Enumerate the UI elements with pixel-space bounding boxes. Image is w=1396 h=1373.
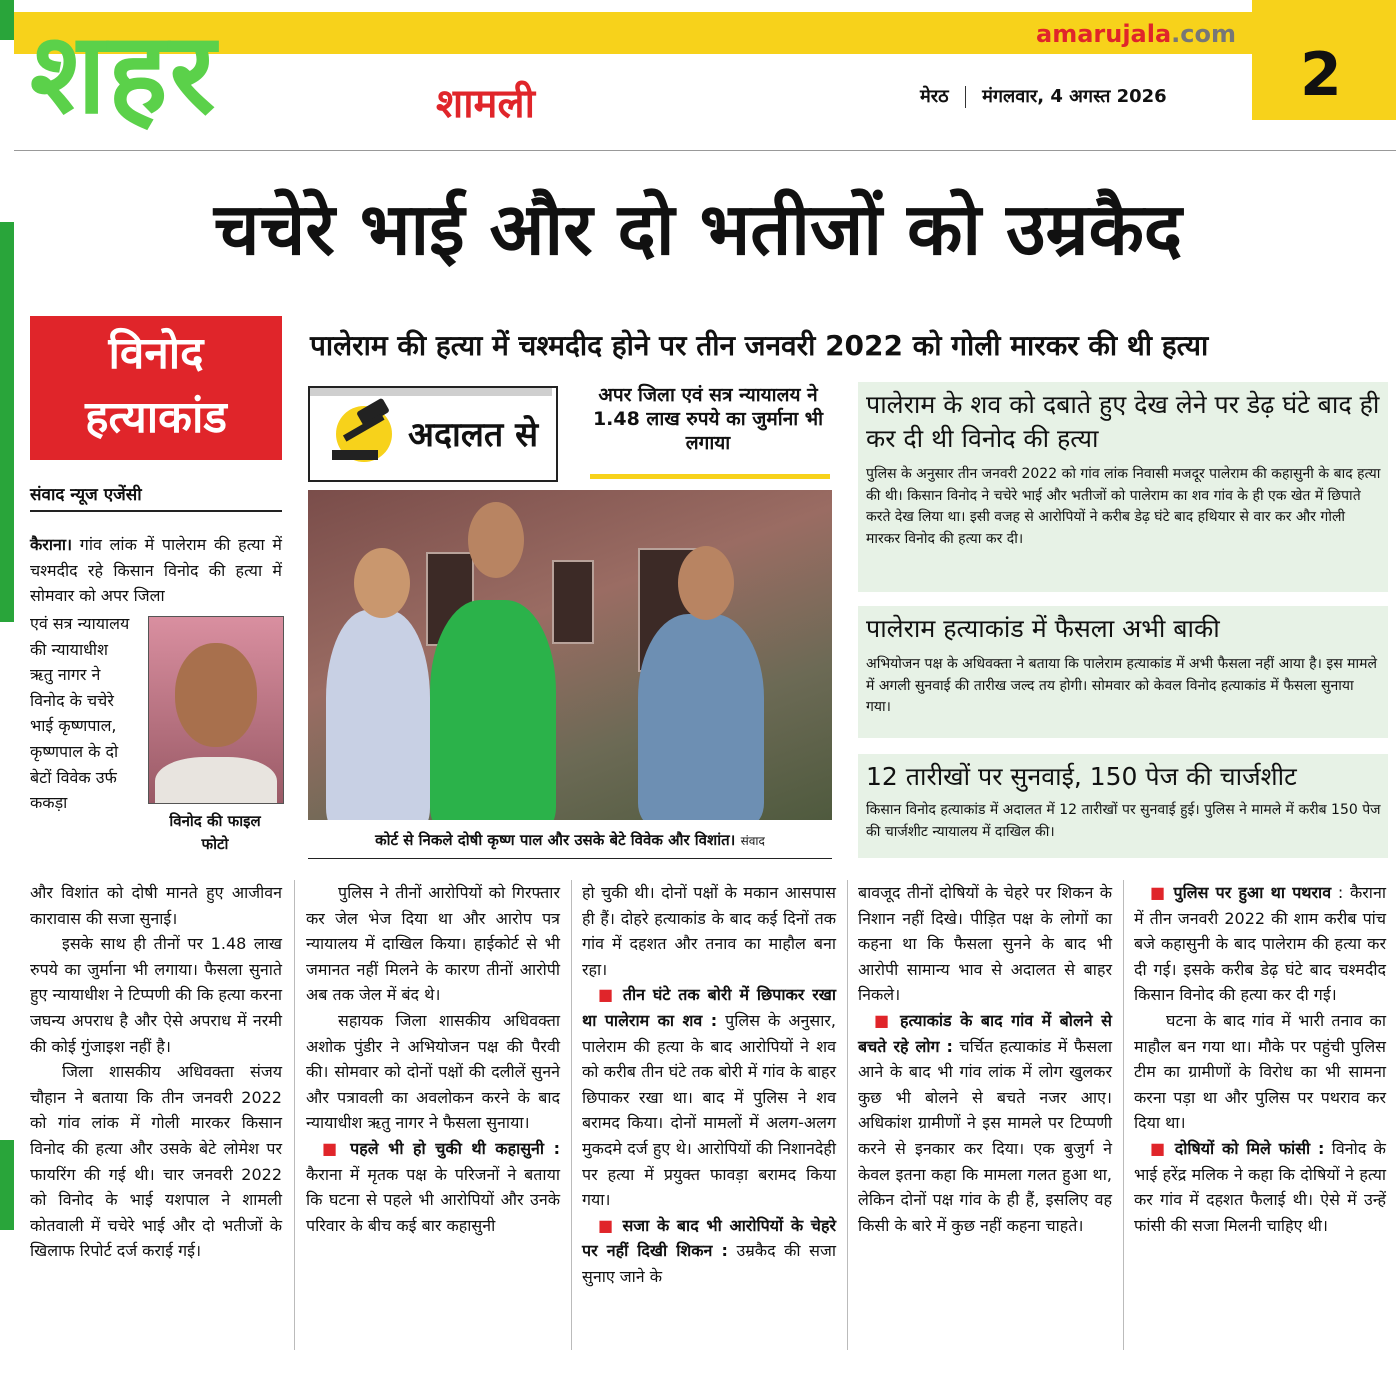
edge-strip	[0, 0, 14, 40]
column-rule	[294, 880, 295, 1350]
sidebox-hearings	[858, 754, 1388, 858]
paragraph: हो चुकी थी। दोनों पक्षों के मकान आसपास ही हैं। दोहरे हत्याकांड के बाद कई दिनों तक गांव में दहशत और तनाव का माहौल बना रहा।	[582, 883, 836, 979]
edge-strip	[0, 222, 14, 622]
paragraph-text: चर्चित हत्याकांड में फैसला आने के बाद भी गांव लांक में लोग खुलकर कुछ भी बोलने से बचते नजर आए। अधिकांश ग्रामीणों ने इस मामले पर टिप्पणी करने से इनकार कर दिया। एक बुजुर्ग ने केवल इतना कहा कि मामला गलत हुआ था, लेकिन दोनों पक्ष गांव के ही हैं, इसलिए वह किसी के बारे में कुछ नहीं कहना चाहते।	[858, 1036, 1112, 1235]
person-elder	[326, 610, 430, 820]
edge-strip	[0, 1140, 14, 1230]
sidebox-text: अभियोजन पक्ष के अधिवक्ता ने बताया कि पालेराम हत्याकांड में अभी फैसला नहीं आया है। इस मामले में अगली सुनवाई की तारीख जल्द तय होगी। सोमवार को केवल विनोद हत्याकांड में फैसला सुनाया गया।	[866, 656, 1377, 716]
page-number: 2	[1300, 40, 1342, 110]
paragraph	[306, 1136, 560, 1238]
col1-lead	[30, 532, 282, 609]
column-rule	[571, 880, 572, 1350]
bullet-square: ■	[874, 1010, 893, 1030]
photo-caption	[308, 830, 832, 850]
fine-highlight: अपर जिला एवं सत्र न्यायालय ने 1.48 लाख रुपये का जुर्माना भी लगाया	[592, 384, 824, 454]
col2-body	[306, 880, 560, 1238]
person-middle	[430, 600, 556, 820]
caption-text: कोर्ट से निकले दोषी कृष्ण पाल और उसके बेटे विवेक और विशांत।	[375, 831, 736, 849]
paragraph	[582, 982, 836, 1212]
subheadline: पालेराम की हत्या में चश्मदीद होने पर तीन जनवरी 2022 को गोली मारकर की थी हत्या	[310, 329, 1209, 362]
paragraph: जिला शासकीय अधिवक्ता संजय चौहान ने बताया कि तीन जनवरी 2022 को गांव लांक में गोली मारकर किसान विनोद की हत्या और उसके बेटे लोमेश पर फायरिंग की गई थी। चार जनवरी 2022 को विनोद के भाई यशपाल ने शामली कोतवाली में चचेरे भाई और दो भतीजों के खिलाफ रिपोर्ट दर्ज कराई गई।	[30, 1062, 282, 1261]
paragraph	[1134, 880, 1386, 1008]
sidebox-pending	[858, 606, 1388, 738]
sidebox-text: पुलिस के अनुसार तीन जनवरी 2022 को गांव लांक निवासी मजदूर पालेराम की कहासुनी के बाद हत्या की थी। किसान विनोद ने चचेरे भाई और भतीजों को पालेराम का शव गांव के ही एक खेत में छिपाते करते देख लिया था। इसी वजह से आरोपियों ने करीब डेढ़ घंटे बाद हथियार से वार कर और गोली मारकर विनोद की हत्या कर दी।	[866, 466, 1381, 548]
paragraph	[582, 1213, 836, 1290]
sidebox-text: किसान विनोद हत्याकांड में अदालत में 12 तारीखों पर सुनवाई हुई। पुलिस ने मामले में करीब 150 पेज की चार्जशीट न्यायालय में दाखिल की।	[866, 802, 1381, 840]
divider	[308, 858, 832, 859]
person-head	[678, 546, 734, 620]
sidebox-title: पालेराम के शव को दबाते हुए देख लेने पर डेढ़ घंटे बाद ही कर दी थी विनोद की हत्या	[866, 390, 1380, 453]
victim-photo	[148, 616, 284, 804]
gavel-icon	[324, 398, 414, 482]
photo-credit: संवाद	[740, 834, 765, 848]
site-name: amarujala	[1036, 20, 1172, 48]
paragraph-text: पुलिस के अनुसार, पालेराम की हत्या के बाद आरोपियों ने शव को करीब तीन घंटे तक बोरी में गांव के बाहर छिपाकर रखा था। बाद में पुलिस ने शव बरामद किया। दोनों मामलों में अलग-अलग मुकदमे दर्ज हुए थे। आरोपियों की निशानदेही पर हत्या में प्रयुक्त फावड़ा बरामद किया गया।	[582, 1010, 837, 1210]
paragraph: और विशांत को दोषी मानते हुए आजीवन कारावास की सजा सुनाई।	[30, 883, 282, 928]
bullet-square: ■	[322, 1138, 342, 1158]
bullet-square: ■	[598, 985, 616, 1005]
column-rule	[847, 880, 848, 1350]
dateline-bar	[920, 84, 1167, 108]
col1-body	[30, 880, 282, 1264]
bullet-square: ■	[1150, 883, 1167, 902]
col3-body	[582, 880, 836, 1290]
col4-body	[858, 880, 1112, 1238]
paragraph-text: उम्रकैद की सजा सुनाए जाने के	[582, 1241, 836, 1286]
person-head	[468, 502, 524, 578]
subheading: पहले भी हो चुकी थी कहासुनी :	[350, 1138, 560, 1158]
column-rule	[1123, 880, 1124, 1350]
highlight-underline	[590, 474, 830, 479]
lead-text: गांव लांक में पालेराम की हत्या में चश्मदीद रहे किसान विनोद की हत्या में सोमवार को अपर जिला	[30, 535, 282, 606]
site-tld: .com	[1171, 20, 1237, 48]
dateline: कैराना।	[30, 535, 73, 554]
person-right	[638, 614, 764, 820]
sidebox-title: 12 तारीखों पर सुनवाई, 150 पेज की चार्जशीट	[866, 762, 1297, 791]
inset-caption	[148, 810, 282, 855]
paragraph-text: विनोद के भाई हरेंद्र मलिक ने कहा कि दोषियों ने हत्या कर गांव में दहशत फैलाई थी। ऐसे में उन्हें फांसी की सजा मिलनी चाहिए थी।	[1134, 1138, 1386, 1235]
agency-credit: संवाद न्यूज एजेंसी	[30, 485, 142, 505]
subheading: पुलिस पर हुआ था पथराव	[1173, 883, 1332, 902]
face	[175, 643, 257, 747]
story-tag-line2: हत्याकांड	[85, 391, 227, 443]
logo-band	[310, 388, 552, 396]
paragraph-text: कैराना में मृतक पक्ष के परिजनों ने बताया कि घटना से पहले भी आरोपियों और उनके परिवार के बीच कई बार कहासुनी	[306, 1164, 560, 1235]
paragraph	[858, 1008, 1112, 1238]
story-tag-line1: विनोद	[108, 328, 204, 379]
shirt	[155, 757, 277, 804]
story-tag	[30, 316, 282, 460]
subheading: हत्याकांड के बाद गांव में बोलने से बचते रहे लोग :	[858, 1010, 1112, 1056]
paragraph-text: : कैराना में तीन जनवरी 2022 की शाम करीब पांच बजे कहासुनी के बाद पालेराम की हत्या कर दी गई। इसके करीब डेढ़ घंटे बाद चश्मदीद किसान विनोद की हत्या कर दी गई।	[1134, 883, 1386, 1005]
court-logo-text: अदालत से	[408, 415, 539, 455]
col5-body	[1134, 880, 1386, 1238]
window	[552, 560, 594, 644]
divider	[30, 510, 282, 512]
paragraph: इसके साथ ही तीनों पर 1.48 लाख रुपये का जुर्माना भी लगाया। फैसला सुनाते हुए न्यायाधीश ने टिप्पणी की कि हत्या करना जघन्य अपराध है और ऐसे अपराध में नरमी की कोई गुंजाइश नहीं है।	[30, 934, 282, 1056]
sidebox-witness	[858, 382, 1388, 592]
place: मेरठ	[920, 86, 949, 107]
subheading: दोषियों को मिले फांसी :	[1174, 1138, 1325, 1158]
court-logo	[308, 386, 558, 482]
sidebox-title: पालेराम हत्याकांड में फैसला अभी बाकी	[866, 614, 1220, 643]
bullet-square: ■	[598, 1215, 616, 1235]
paragraph: बावजूद तीनों दोषियों के चेहरे पर शिकन के निशान नहीं दिखे। पीड़ित पक्ष के लोगों का कहना था कि फैसला सुनने के बाद भी आरोपी सामान्य भाव से अदालत से बाहर निकले।	[858, 883, 1112, 1005]
bullet-square: ■	[1150, 1138, 1168, 1158]
subheading: सजा के बाद भी आरोपियों के चेहरे पर नहीं दिखी शिकन :	[582, 1215, 836, 1261]
inset-caption-line2: फोटो	[201, 834, 229, 853]
section-title: शहर	[30, 9, 218, 139]
issue-date: मंगलवार, 4 अगस्त 2026	[982, 86, 1167, 107]
subheading: तीन घंटे तक बोरी में छिपाकर रखा था पालेराम का शव :	[582, 985, 836, 1030]
inset-caption-line1: विनोद की फाइल	[169, 812, 261, 830]
divider	[14, 150, 1396, 151]
convicts-photo	[308, 490, 832, 820]
headline: चचेरे भाई और दो भतीजों को उम्रकैद	[213, 187, 1183, 271]
site-logo	[1036, 20, 1236, 48]
paragraph	[1134, 1136, 1386, 1238]
paragraph: घटना के बाद गांव में भारी तनाव का माहौल बन गया था। मौके पर पहुंची पुलिस टीम का ग्रामीणों के विरोध का भी सामना करना पड़ा था और पुलिस पर पथराव कर दिया था।	[1134, 1010, 1386, 1133]
person-head	[354, 548, 410, 618]
paragraph: पुलिस ने तीनों आरोपियों को गिरफ्तार कर जेल भेज दिया था और आरोप पत्र न्यायालय में दाखिल किया। हाईकोर्ट से भी जमानत नहीं मिलने के कारण तीनों आरोपी अब तक जेल में बंद थे।	[306, 883, 560, 1005]
divider	[965, 86, 966, 108]
col1-narrow: एवं सत्र न्यायालय की न्यायाधीश ऋतु नागर ने विनोद के चचेरे भाई कृष्णपाल, कृष्णपाल के दो बेटों विवेक उर्फ ककड़ा	[30, 614, 130, 813]
city-name: शामली	[436, 81, 535, 127]
paragraph: सहायक जिला शासकीय अधिवक्ता अशोक पुंडीर ने अभियोजन पक्ष की पैरवी की। सोमवार को दोनों पक्षों की दलीलें सुनने और पत्रावली का अवलोकन करने के बाद न्यायाधीश ऋतु नागर ने फैसला सुनाया।	[306, 1010, 560, 1133]
